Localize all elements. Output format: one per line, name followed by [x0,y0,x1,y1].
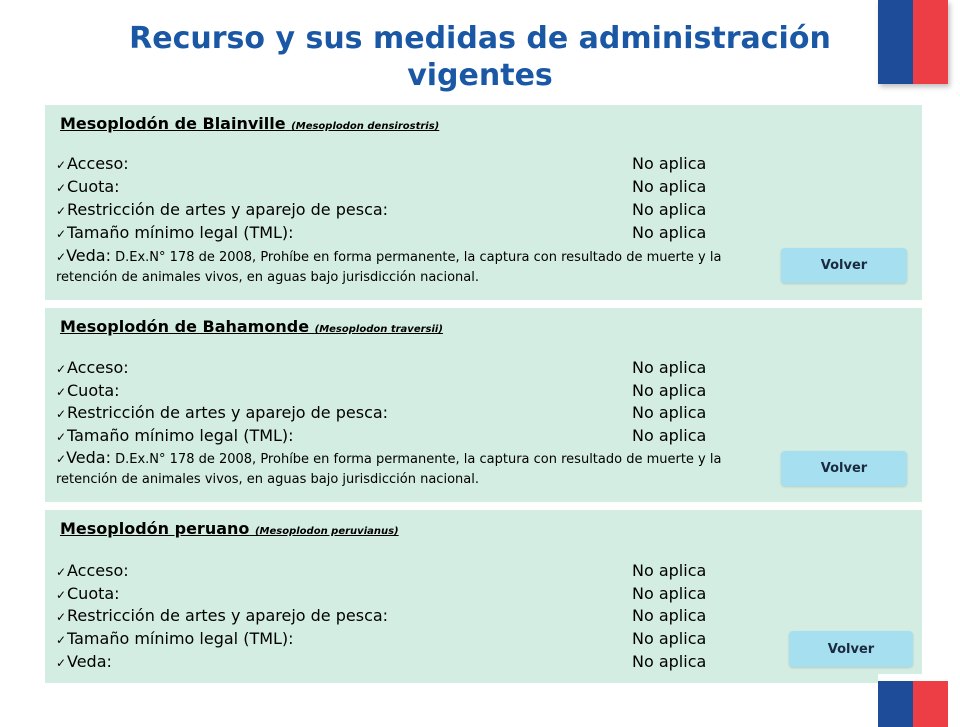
species-panel-peruano [45,510,922,683]
measure-row-restriccion: ✓Restricción de artes y aparejo de pesca: [56,605,388,627]
check-icon: ✓ [56,204,67,218]
check-icon: ✓ [56,181,67,195]
measure-row-cuota: ✓Cuota: [56,176,120,198]
check-icon: ✓ [56,633,67,647]
measure-row-acceso: ✓Acceso: [56,357,129,379]
measure-value-veda: No aplica [632,652,707,671]
measure-row-veda: ✓Veda: D.Ex.N° 178 de 2008, Prohíbe en forma permanente, la captura con resultado de muerte y la retención de animales vivos, en aguas bajo jurisdicción nacional. [56,246,722,285]
chile-flag-icon [878,674,948,720]
measure-value-restriccion: No aplica [632,200,707,219]
measure-value-cuota: No aplica [632,381,707,400]
measure-row-restriccion: ✓Restricción de artes y aparejo de pesca: [56,402,388,424]
measure-row-tml: ✓Tamaño mínimo legal (TML): [56,222,294,244]
species-heading [60,114,439,133]
species-common-name: Mesoplodón peruano [60,519,250,538]
measure-value-tml: No aplica [632,629,707,648]
measure-row-acceso: ✓Acceso: [56,560,129,582]
check-icon: ✓ [56,610,67,624]
check-icon: ✓ [56,227,67,241]
measure-value-restriccion: No aplica [632,606,707,625]
volver-button[interactable]: Volver [789,631,913,667]
measure-value-acceso: No aplica [632,561,707,580]
page-title: Recurso y sus medidas de administración vigentes [129,21,831,93]
species-panel-blainville [45,105,922,300]
check-icon: ✓ [56,430,67,444]
check-icon: ✓ [56,452,67,466]
volver-button[interactable]: Volver [781,451,907,486]
measure-row-acceso: ✓Acceso: [56,153,129,175]
measure-row-tml: ✓Tamaño mínimo legal (TML): [56,628,294,650]
measure-row-cuota: ✓Cuota: [56,583,120,605]
measure-row-veda: ✓Veda: [56,651,112,673]
veda-text: D.Ex.N° 178 de 2008, Prohíbe en forma permanente, la captura con resultado de muerte y la retención de animales vivos, en aguas bajo jurisdicción nacional. [56,452,722,487]
species-panel-bahamonde [45,308,922,502]
species-heading [60,519,399,538]
measure-row-veda: ✓Veda: D.Ex.N° 178 de 2008, Prohíbe en forma permanente, la captura con resultado de muerte y la retención de animales vivos, en aguas bajo jurisdicción nacional. [56,448,722,487]
measure-row-restriccion: ✓Restricción de artes y aparejo de pesca: [56,199,388,221]
chile-flag-icon [878,0,948,84]
check-icon: ✓ [56,362,67,376]
measure-value-cuota: No aplica [632,584,707,603]
species-scientific-name: (Mesoplodon peruvianus) [254,526,399,537]
measure-value-restriccion: No aplica [632,403,707,422]
check-icon: ✓ [56,407,67,421]
check-icon: ✓ [56,588,67,602]
check-icon: ✓ [56,656,67,670]
veda-text: D.Ex.N° 178 de 2008, Prohíbe en forma permanente, la captura con resultado de muerte y la retención de animales vivos, en aguas bajo jurisdicción nacional. [56,250,722,285]
species-common-name: Mesoplodón de Blainville [60,114,286,133]
check-icon: ✓ [56,565,67,579]
measure-value-tml: No aplica [632,426,707,445]
species-common-name: Mesoplodón de Bahamonde [60,317,310,336]
volver-button[interactable]: Volver [781,248,907,283]
species-heading [60,317,443,336]
measure-row-cuota: ✓Cuota: [56,380,120,402]
measure-value-cuota: No aplica [632,177,707,196]
species-scientific-name: (Mesoplodon densirostris) [291,121,440,132]
species-scientific-name: (Mesoplodon traversii) [314,324,443,335]
measure-value-acceso: No aplica [632,358,707,377]
check-icon: ✓ [56,158,67,172]
check-icon: ✓ [56,385,67,399]
check-icon: ✓ [56,250,67,264]
measure-value-tml: No aplica [632,223,707,242]
measure-value-acceso: No aplica [632,154,707,173]
measure-row-tml: ✓Tamaño mínimo legal (TML): [56,425,294,447]
